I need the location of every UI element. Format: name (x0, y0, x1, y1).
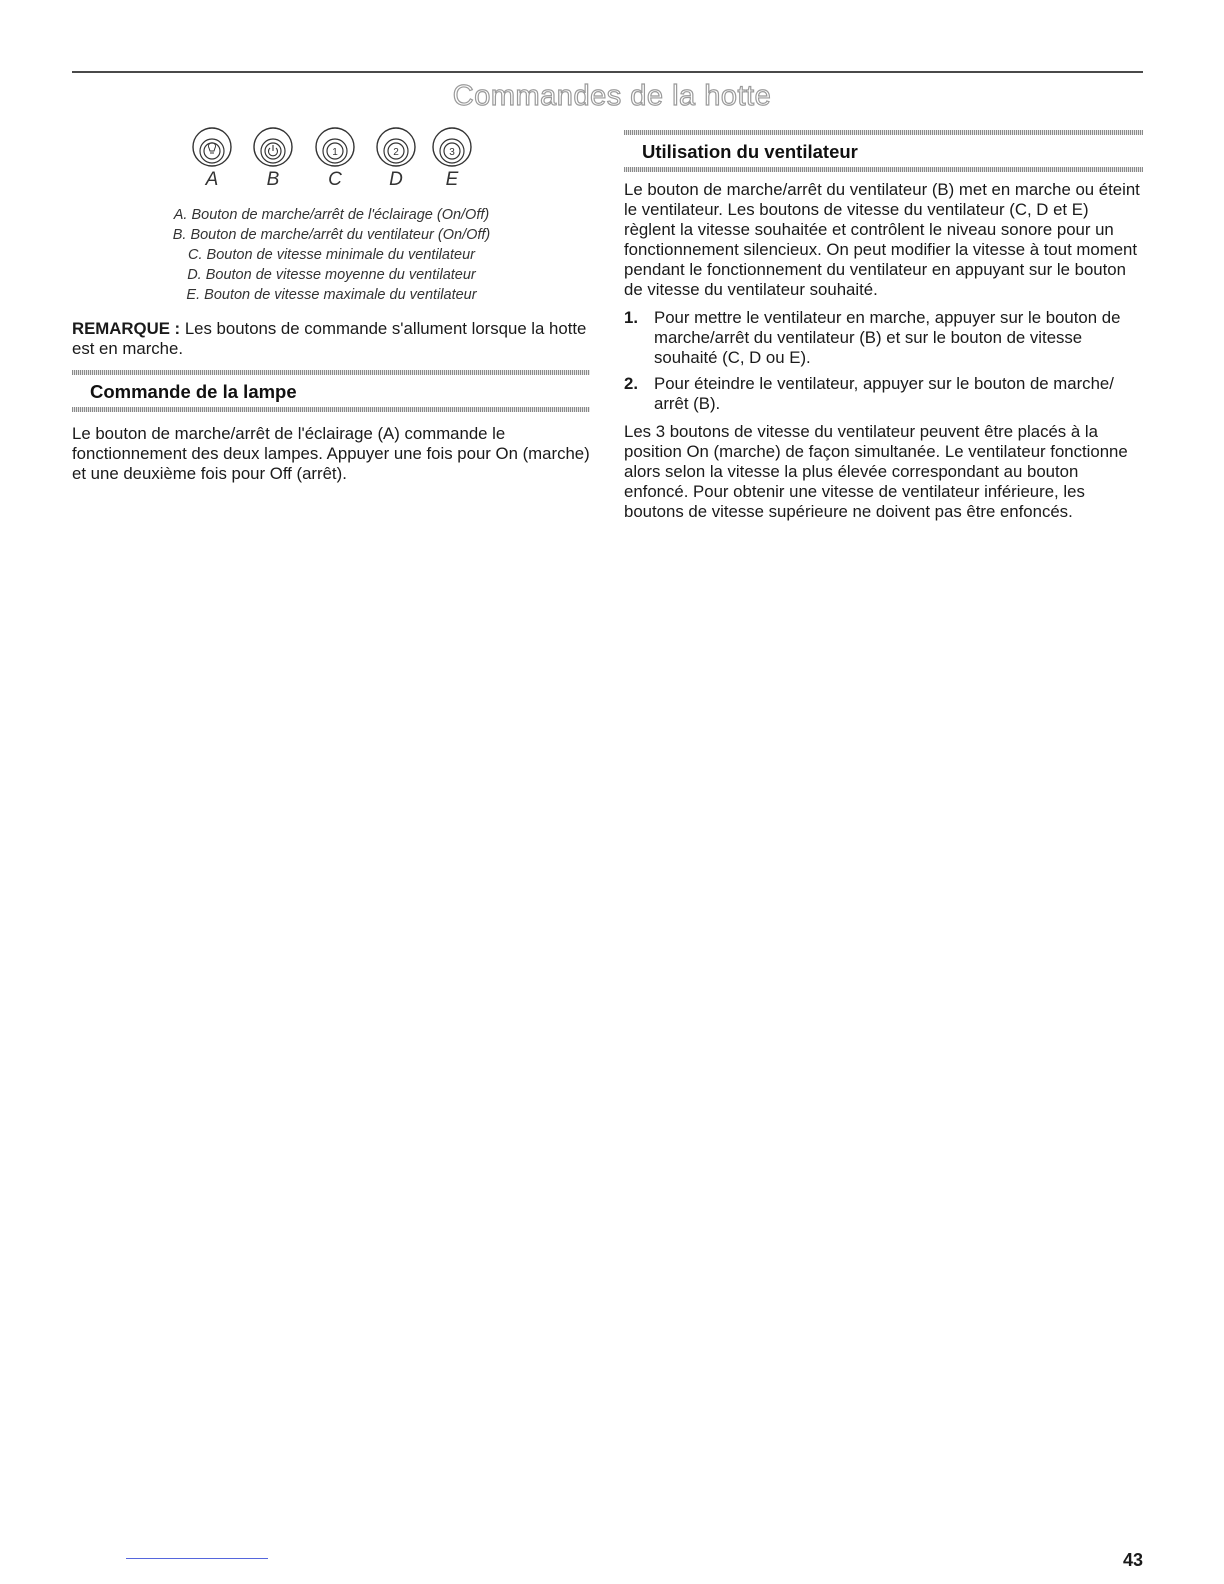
note-label: REMARQUE : (72, 319, 181, 338)
legend-item: A. Bouton de marche/arrêt de l'éclairage (On/Off) (173, 207, 490, 223)
svg-text:1: 1 (332, 147, 338, 158)
fan-section-body (624, 180, 1143, 522)
step-number: 2. (624, 374, 638, 393)
legend-item: C. Bouton de vitesse minimale du ventilateur (188, 247, 475, 263)
page-title: Commandes de la hotte (452, 80, 772, 112)
speed-1-icon (313, 125, 357, 169)
fan-intro: Le bouton de marche/arrêt du ventilateur (B) met en marche ou éteint le ventilateur. Les boutons de vitesse du ventilateur (C, D et E) règlent la vitesse souhaitée et contrôlent le niveau sonore pour un fonctionnement silencieux. On peut modifier la vitesse à tout moment pendant le fonctionnement du ventilateur en appuyant sur le bouton de vitesse du ventilateur souhaité. (624, 180, 1140, 299)
speed-2-icon (374, 125, 418, 169)
footer-line (126, 1558, 268, 1559)
speed-3-icon (430, 125, 474, 169)
fan-steps (624, 308, 1143, 414)
control-letter: C (328, 169, 342, 190)
page-number: 43 (1122, 1550, 1143, 1570)
fan-outro: Les 3 boutons de vitesse du ventilateur peuvent être placés à la position On (marche) de façon simultanée. Le ventilateur fonctionne alors selon la vitesse la plus élevée correspondant au bouton enfoncé. Pour obtenir une vitesse de ventilateur inférieure, les boutons de vitesse supérieure ne doivent pas être enfoncés. (624, 422, 1128, 521)
lamp-section-header (72, 370, 590, 412)
note-paragraph (72, 319, 591, 359)
section-divider (624, 167, 1143, 172)
controls-legend (72, 205, 591, 305)
control-button-b (251, 125, 295, 190)
svg-text:3: 3 (449, 147, 455, 158)
control-panel-diagram (190, 125, 480, 193)
legend-item: B. Bouton de marche/arrêt du ventilateur (On/Off) (172, 227, 491, 243)
legend-item: E. Bouton de vitesse maximale du ventilateur (186, 287, 477, 303)
lamp-section-title: Commande de la lampe (90, 381, 297, 402)
section-divider (72, 407, 590, 412)
control-button-c (313, 125, 357, 190)
step-text: Pour mettre le ventilateur en marche, appuyer sur le bouton de marche/arrêt du ventilateur (B) et sur le bouton de vitesse souhaité (C, D ou E). (654, 308, 1121, 367)
power-icon (251, 125, 295, 169)
note-text: Les boutons de commande s'allument lorsque la hotte est en marche. (72, 319, 587, 358)
control-letter: D (389, 169, 403, 190)
control-button-a (190, 125, 234, 190)
legend-item: D. Bouton de vitesse moyenne du ventilateur (187, 267, 476, 283)
svg-text:2: 2 (393, 147, 399, 158)
control-letter: B (266, 169, 280, 190)
control-letter: E (445, 169, 459, 190)
step-number: 1. (624, 308, 638, 327)
list-item (624, 308, 1143, 368)
lamp-section-text: Le bouton de marche/arrêt de l'éclairage (A) commande le fonctionnement des deux lampes. Appuyer une fois pour On (marche) et une deuxième fois pour Off (arrêt). (72, 424, 590, 483)
top-rule (72, 71, 1143, 73)
fan-section-title: Utilisation du ventilateur (642, 141, 858, 162)
control-letter: A (205, 169, 219, 190)
lightbulb-icon (190, 125, 234, 169)
control-button-e (430, 125, 474, 190)
list-item (624, 374, 1143, 414)
fan-section-header (624, 130, 1143, 172)
control-button-d (374, 125, 418, 190)
step-text: Pour éteindre le ventilateur, appuyer sur le bouton de marche/ arrêt (B). (654, 374, 1114, 413)
